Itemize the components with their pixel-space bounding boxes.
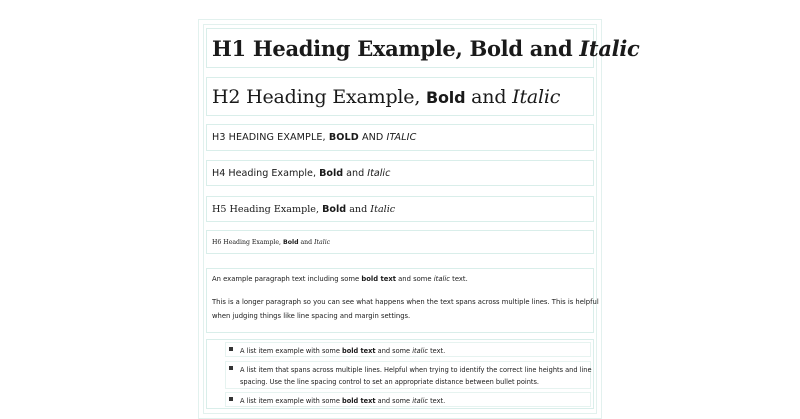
paragraph-block[interactable] (206, 268, 599, 333)
bullet-icon (229, 347, 233, 351)
list-item (225, 342, 591, 357)
h3-heading: H3 HEADING EXAMPLE, BOLD AND ITALIC (212, 132, 417, 143)
paragraph-2: This is a longer paragraph so you can see what happens when the text spans across multiple lines. This is helpful when judging things like line spacing and margin settings. (212, 298, 599, 320)
list-item (225, 392, 591, 407)
h6-block[interactable] (206, 230, 594, 254)
paragraph-1: An example paragraph text including some bold text and some italic text. (212, 275, 468, 283)
list-item (225, 361, 591, 389)
h1-heading: H1 Heading Example, Bold and Italic (212, 35, 640, 61)
h5-block[interactable] (206, 196, 594, 222)
h6-heading: H6 Heading Example, Bold and Italic (212, 238, 331, 246)
h3-block[interactable] (206, 124, 594, 151)
bullet-icon (229, 397, 233, 401)
bullet-list[interactable] (206, 339, 594, 409)
h4-block[interactable] (206, 160, 594, 186)
h2-heading: H2 Heading Example, Bold and Italic (212, 85, 561, 108)
h1-block[interactable] (206, 28, 640, 68)
list-item-text: A list item that spans across multiple lines. Helpful when trying to identify the correct line heights and line spacing. Use the line spacing control to set an appropriate distance between bullet points. (240, 366, 592, 386)
list-item-text: A list item example with some bold text and some italic text. (240, 397, 446, 405)
h4-heading: H4 Heading Example, Bold and Italic (212, 167, 391, 179)
h2-block[interactable] (206, 77, 594, 116)
bullet-icon (229, 366, 233, 370)
list-item-text: A list item example with some bold text and some italic text. (240, 347, 446, 355)
h5-heading: H5 Heading Example, Bold and Italic (212, 203, 396, 215)
